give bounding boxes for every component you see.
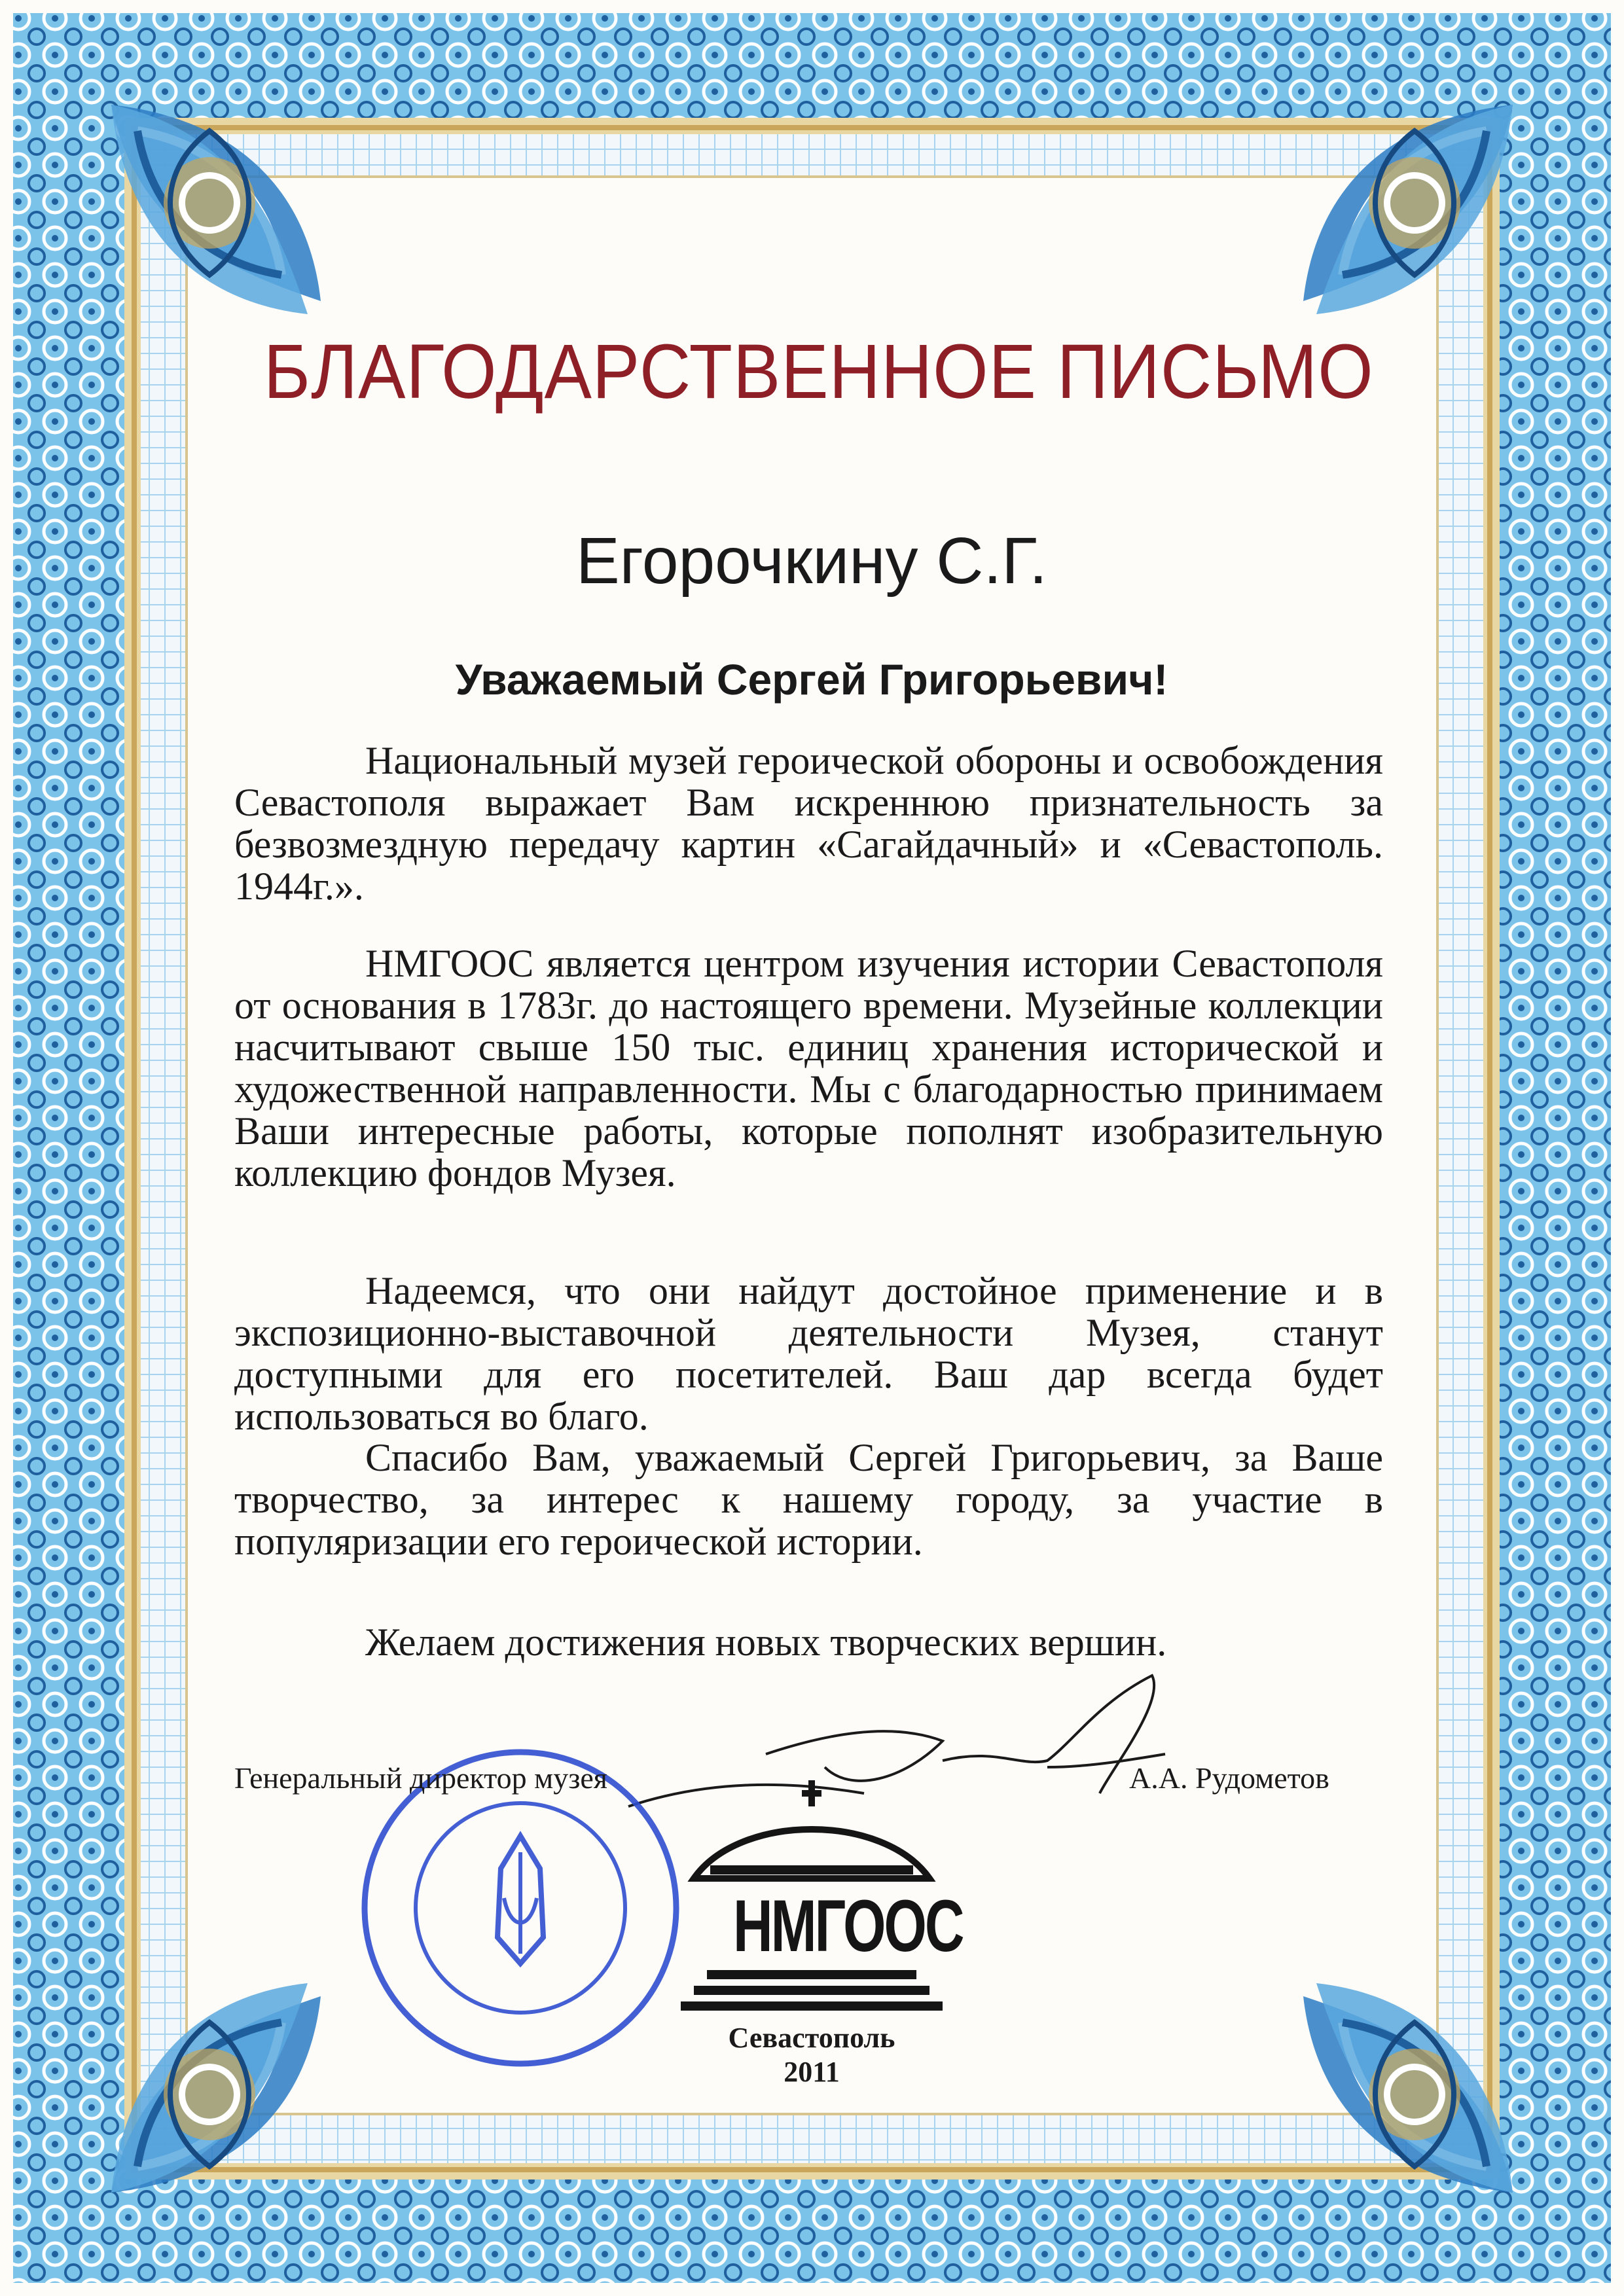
document-title: БЛАГОДАРСТВЕННОЕ ПИСЬМО: [263, 329, 1374, 415]
logo-year: 2011: [784, 2056, 840, 2088]
closing-wish: Желаем достижения новых творческих вершин.: [365, 1621, 1167, 1664]
recipient-name: Егорочкину С.Г.: [575, 524, 1048, 598]
paragraph-4: Спасибо Вам, уважаемый Сергей Григорьевич, за Ваше творчество, за интерес к нашему городу, за участие в популяризации его героической истории.: [234, 1436, 1383, 1563]
signatory-role: Генеральный директор музея: [234, 1761, 607, 1795]
paragraph-2: НМГООС является центром изучения истории Севастополя от основания в 1783г. до настоящего времени. Музейные коллекции насчитывают свыше 150 тыс. единиц хранения исторической и художественной направленности. Мы с благодарностью принимаем Ваши интересные работы, которые пополнят изобразительную коллекцию фондов Музея.: [234, 942, 1383, 1194]
paragraph-3: Надеемся, что они найдут достойное применение и в экспозиционно-выставочной деятельности Музея, станут доступными для его посетителей. Ваш дар всегда будет использоваться во благо.: [234, 1269, 1383, 1438]
signatory-name: А.А. Рудометов: [1129, 1761, 1329, 1795]
logo-city: Севастополь: [728, 2022, 895, 2054]
salutation: Уважаемый Сергей Григорьевич!: [455, 655, 1168, 704]
paragraph-1: Национальный музей героической обороны и освобождения Севастополя выражает Вам искреннюю признательность за безвозмездную передачу картин «Сагайдачный» и «Севастополь. 1944г.».: [234, 739, 1383, 908]
logo-abbreviation: НМГООС: [733, 1885, 963, 1967]
